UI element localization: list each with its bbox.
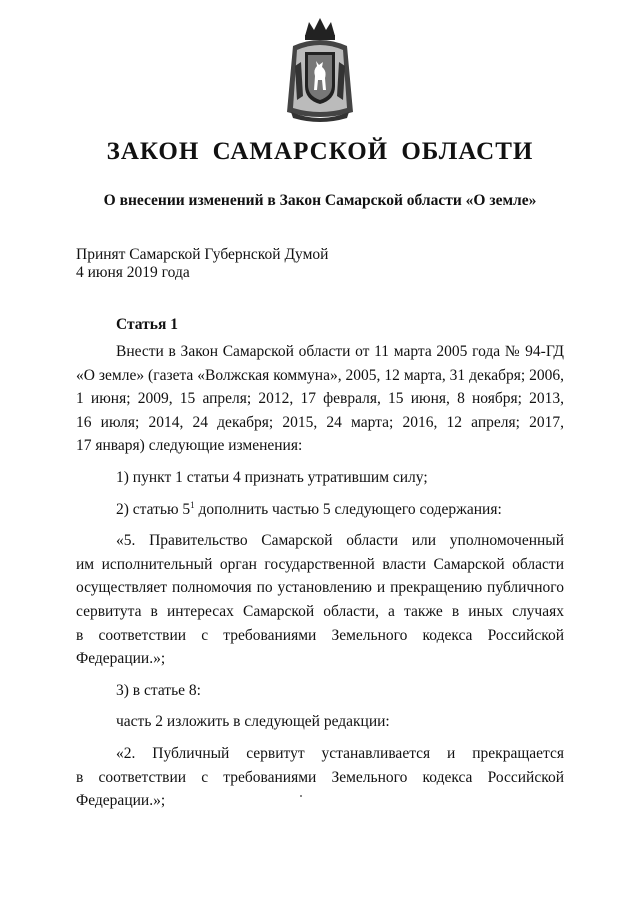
quote-line: осуществляет полномочия по установлению и прекращению публичного	[76, 579, 564, 597]
quote-line: «2. Публичный сервитут устанавливается и прекращается	[116, 744, 564, 762]
item-2-pre: 2) статью 5	[116, 500, 191, 518]
item-2-post: дополнить частью 5 следующего содержания:	[194, 500, 502, 518]
law-subtitle: О внесении изменений в Закон Самарской области «О земле»	[103, 192, 537, 209]
quote-line: Федерации.»;	[76, 650, 166, 668]
article-body	[76, 340, 564, 813]
quote-line: в соответствии с требованиями Земельного кодекса Российской	[76, 768, 564, 786]
scan-speck	[300, 795, 302, 797]
text-line: 16 июля; 2014, 24 декабря; 2015, 24 марта; 2016, 12 апреля; 2017,	[76, 413, 564, 431]
article-heading: Статья 1	[116, 316, 178, 333]
coat-of-arms-icon	[283, 16, 357, 124]
text-line: 1 июня; 2009, 15 апреля; 2012, 17 февраля, 15 июня, 8 ноября; 2013,	[76, 390, 564, 408]
quote-line: «5. Правительство Самарской области или уполномоченный	[116, 532, 564, 550]
item-2-sup: 1	[190, 499, 195, 510]
quote-line: в соответствии с требованиями Земельного кодекса Российской	[76, 626, 564, 644]
part-2-intro: часть 2 изложить в следующей редакции:	[116, 713, 390, 731]
quote-line: Федерации.»;	[76, 792, 166, 810]
item-3: 3) в статье 8:	[116, 681, 201, 699]
quote-line: сервитута в интересах Самарской области, а также в иных случаях	[76, 602, 564, 620]
item-2	[76, 498, 564, 522]
adoption-date: 4 июня 2019 года	[76, 264, 190, 281]
text-line: «О земле» (газета «Волжская коммуна», 2005, 12 марта, 31 декабря; 2006,	[76, 366, 564, 384]
quote-line: им исполнительный орган государственной власти Самарской области	[76, 555, 564, 573]
item-1: 1) пункт 1 статьи 4 признать утратившим силу;	[116, 468, 428, 486]
text-line: Внести в Закон Самарской области от 11 марта 2005 года № 94-ГД	[116, 343, 564, 360]
adoption-body: Принят Самарской Губернской Думой	[76, 246, 329, 263]
text-line: 17 января) следующие изменения:	[76, 437, 303, 455]
adoption-block	[76, 246, 328, 282]
law-title: ЗАКОН САМАРСКОЙ ОБЛАСТИ	[106, 138, 534, 165]
